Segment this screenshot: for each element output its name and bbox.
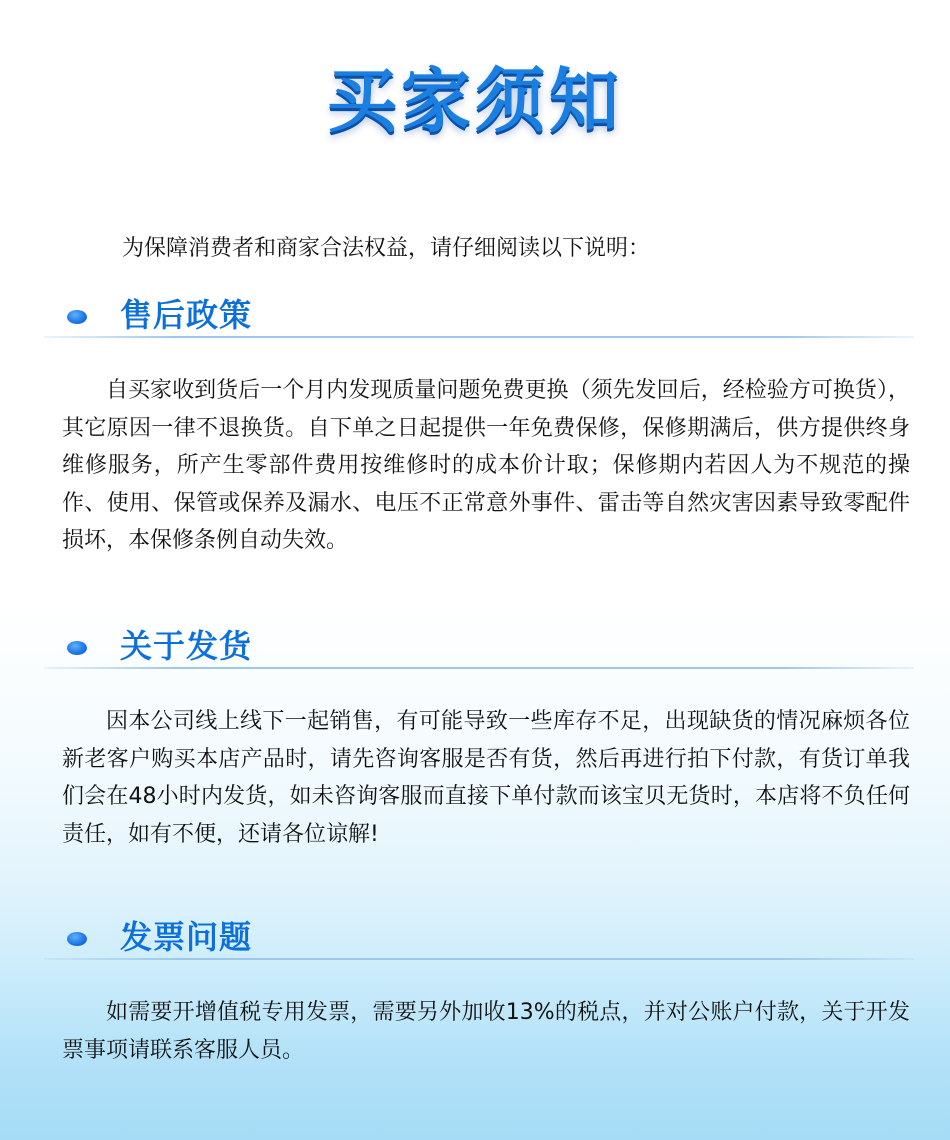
intro-text: 为保障消费者和商家合法权益，请仔细阅读以下说明： — [122, 236, 651, 261]
bullet-dot-icon — [67, 310, 87, 324]
section-title: 关于发货 — [120, 627, 253, 665]
section-after-sales — [0, 286, 950, 560]
section-header — [0, 617, 950, 675]
section-title: 售后政策 — [120, 296, 253, 334]
bullet-dot-icon — [67, 932, 87, 946]
section-invoice — [0, 908, 950, 1069]
section-body: 自买家收到货后一个月内发现质量问题免费更换（须先发回后，经检验方可换货），其它原因一律不退换货。自下单之日起提供一年免费保修，保修期满后，供方提供终身维修服务，所产生零部件费用按维修时的成本价计取；保修期内若因人为不规范的操作、使用、保管或保养及漏水、电压不正常意外事件、雷击等自然灾害因素导致零配件损坏，本保修条例自动失效。 — [62, 378, 910, 553]
section-title: 发票问题 — [120, 918, 253, 956]
bullet-dot-icon — [67, 641, 87, 655]
section-divider — [44, 667, 914, 669]
section-header — [0, 286, 950, 344]
section-divider — [44, 336, 914, 338]
section-body: 如需要开增值税专用发票，需要另外加收13%的税点，并对公账户付款，关于开发票事项请联系客服人员。 — [62, 1000, 910, 1063]
section-header — [0, 908, 950, 966]
section-shipping — [0, 617, 950, 853]
section-body: 因本公司线上线下一起销售，有可能导致一些库存不足，出现缺货的情况麻烦各位新老客户购买本店产品时，请先咨询客服是否有货，然后再进行拍下付款，有货订单我们会在48小时内发货，如未咨询客服而直接下单付款而该宝贝无货时，本店将不负任何责任，如有不便，还请各位谅解! — [62, 709, 910, 847]
page-title: 买家须知 — [327, 60, 623, 142]
section-divider — [44, 958, 914, 960]
